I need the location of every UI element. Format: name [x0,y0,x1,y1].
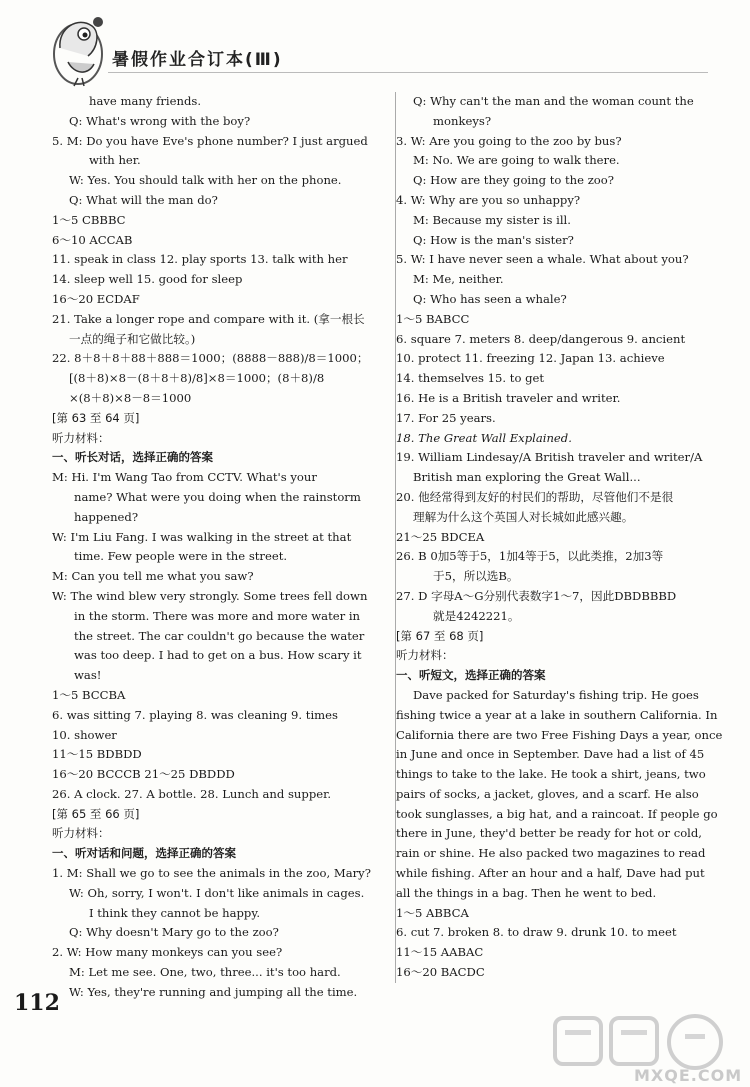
text-line: 20. 他经常得到友好的村民们的帮助，尽管他们不是很 [396,489,674,504]
text-line: Q: How are they going to the zoo? [413,173,614,188]
text-line: all the things in a bag. Then he went to bed. [396,885,657,900]
text-line: fishing twice a year at a lake in southern California. In [396,707,718,722]
text-line: 6. square 7. meters 8. deep/dangerous 9. ancient [396,331,686,346]
text-line: Q: Why can't the man and the woman count the [413,94,694,108]
text-line: in the storm. There was more and more water in [74,608,361,623]
text-line: 4. W: Why are you so unhappy? [396,192,581,207]
subsection-heading: 一、听对话和问题，选择正确的答案 [52,846,236,861]
text-line: W: I'm Liu Fang. I was walking in the street at that [52,529,352,544]
text-line: 1～5 BABCC [396,311,470,326]
text-line: 理解为什么这个英国人对长城如此感兴趣。 [413,509,634,524]
text-line: monkeys? [433,113,492,128]
left-column [52,92,372,1003]
header-divider [108,72,708,73]
text-line: in June and once in September. Dave had a list of 45 [396,747,705,762]
text-line: M: Can you tell me what you saw? [52,569,254,584]
text-line: name? What were you doing when the rainstorm [74,489,361,504]
text-line: 于5，所以选B。 [433,569,519,584]
text-line: [(8＋8)×8－(8＋8＋8)/8]×8＝1000；(8＋8)/8 [69,371,325,386]
text-line: Q: What will the man do? [69,192,218,207]
text-line: 11～15 BDBDD [52,747,142,762]
text-line: 16. He is a British traveler and writer. [396,390,621,405]
text-line: 5. M: Do you have Eve's phone number? I just argued [52,133,368,148]
text-line: W: Yes, they're running and jumping all the time. [69,984,358,999]
text-line: W: Oh, sorry, I won't. I don't like animals in cages. [69,885,365,900]
text-line: 10. protect 11. freezing 12. Japan 13. achieve [396,351,665,366]
text-line: the street. The car couldn't go because the water [74,628,365,643]
text-line: while fishing. After an hour and a half, Dave had put [396,866,705,881]
text-line: time. Few people were in the street. [74,549,288,564]
text-line: 21～25 BDCEA [396,529,485,544]
text-line: Dave packed for Saturday's fishing trip. He goes [413,687,699,702]
subsection-heading: 一、听长对话，选择正确的答案 [52,450,213,465]
text-line: I think they cannot be happy. [89,905,261,920]
text-line: 1～5 BCCBA [52,687,126,702]
text-line: 14. sleep well 15. good for sleep [52,272,243,287]
page-number: 112 [14,990,60,1016]
text-line: W: The wind blew very strongly. Some trees fell down [52,588,368,603]
text-line: 6～10 ACCAB [52,232,133,247]
text-line: 16～20 BCCCB 21～25 DBDDD [52,767,235,782]
section-heading: 听力材料： [52,430,110,445]
text-line: 26. B 0加5等于5，1加4等于5，以此类推，2加3等 [396,549,664,564]
section-heading: 听力材料： [52,826,110,841]
text-line: 6. cut 7. broken 8. to draw 9. drunk 10. to meet [396,925,677,940]
subsection-heading: 一、听短文，选择正确的答案 [396,668,546,683]
watermark-site: MXQE.COM [634,1066,743,1085]
text-line: 1～5 ABBCA [396,905,469,920]
text-line: Q: Who has seen a whale? [413,291,567,306]
text-line: Q: What's wrong with the boy? [69,113,251,128]
text-line: 1. M: Shall we go to see the animals in the zoo, Mary? [52,866,371,881]
text-line: 5. W: I have never seen a whale. What about you? [396,252,689,267]
text-line: Q: How is the man's sister? [413,232,574,247]
text-line: 就是4242221。 [433,608,520,623]
text-line: pairs of socks, a jacket, gloves, and a scarf. He also [396,786,699,801]
text-line: 16～20 ECDAF [52,291,140,306]
section-heading: [第 63 至 64 页] [52,410,140,425]
page-header [0,0,750,92]
right-column [395,92,723,983]
text-line: have many friends. [89,94,202,108]
text-line: 11. speak in class 12. play sports 13. talk with her [52,252,348,267]
text-line: was! [74,668,102,683]
text-line: 16～20 BACDC [396,965,485,980]
text-line: things to take to the lake. He took a shirt, jeans, two [396,767,706,782]
text-line: ×(8＋8)×8－8＝1000 [69,390,192,405]
book-title: 暑假作业合订本(Ⅲ) [112,50,283,70]
text-line: W: Yes. You should talk with her on the phone. [69,173,342,188]
text-line: 26. A clock. 27. A bottle. 28. Lunch and supper. [52,786,332,801]
text-line: 22. 8＋8＋8＋88＋888＝1000；(8888－888)/8＝1000； [52,351,369,366]
text-line: rain or shine. He also packed two magazines to read [396,846,706,861]
text-line: 1～5 CBBBC [52,212,126,227]
text-line: British man exploring the Great Wall... [413,470,641,485]
text-line: 18. The Great Wall Explained. [396,430,572,445]
text-line: 10. shower [52,727,117,742]
text-line: 11～15 AABAC [396,945,484,960]
text-line: M: Me, neither. [413,272,504,287]
text-line: with her. [89,153,141,168]
section-heading: [第 65 至 66 页] [52,806,140,821]
text-line: 27. D 字母A～G分别代表数字1～7，因此DBDBBBD [396,588,677,603]
text-line: 21. Take a longer rope and compare with it. (拿一根长 [52,311,365,326]
text-line: 6. was sitting 7. playing 8. was cleaning 9. times [52,707,338,722]
cartoon-mascot-logo [48,8,112,88]
text-line: 19. William Lindesay/A British traveler and writer/A [396,450,703,465]
text-line: happened? [74,509,139,524]
text-line: California there are two Free Fishing Days a year, once [396,727,723,742]
text-line: 14. themselves 15. to get [396,371,545,386]
text-line: 17. For 25 years. [396,410,496,425]
text-line: took sunglasses, a big hat, and a raincoat. If people go [396,806,718,821]
text-line: M: No. We are going to walk there. [413,153,620,168]
text-line: M: Let me see. One, two, three... it's too hard. [69,965,341,980]
section-heading: 听力材料： [396,648,454,663]
text-line: 3. W: Are you going to the zoo by bus? [396,133,622,148]
text-line: was too deep. I had to get on a bus. How scary it [74,648,362,663]
text-line: M: Because my sister is ill. [413,212,571,227]
text-line: M: Hi. I'm Wang Tao from CCTV. What's your [52,470,317,485]
text-line: there in June, they'd better be ready for hot or cold, [396,826,702,841]
text-line: Q: Why doesn't Mary go to the zoo? [69,925,279,940]
text-line: 2. W: How many monkeys can you see? [52,945,283,960]
text-line: 一点的绳子和它做比较。) [69,331,196,346]
section-heading: [第 67 至 68 页] [396,628,484,643]
